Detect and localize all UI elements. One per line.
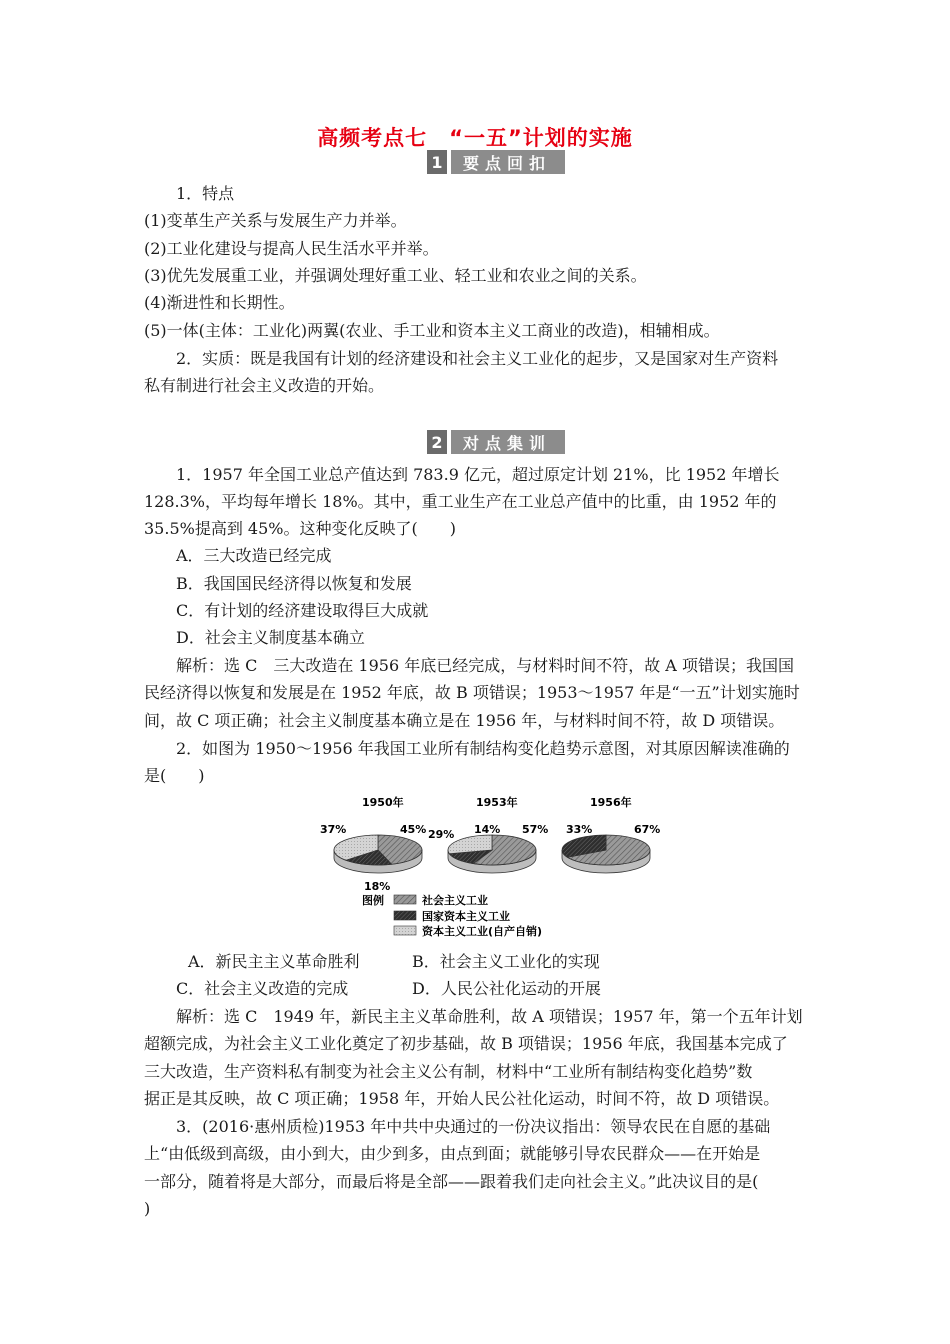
option-d: D．人民公社化运动的开展 bbox=[412, 979, 601, 998]
question-stem: 是( ) bbox=[144, 766, 205, 785]
text-line: 私有制进行社会主义改造的开始。 bbox=[144, 376, 385, 395]
option-a: A．新民主主义革命胜利 bbox=[188, 952, 360, 971]
section-banner-practice bbox=[427, 430, 565, 454]
page-title: 高频考点七 “一五”计划的实施 bbox=[317, 126, 633, 150]
question-stem: 3．(2016·惠州质检)1953 年中共中央通过的一份决议指出：领导农民在自愿的基础 bbox=[176, 1117, 771, 1136]
text-line: (2)工业化建设与提高人民生活水平并举。 bbox=[144, 239, 439, 258]
text-line: (3)优先发展重工业，并强调处理好重工业、轻工业和农业之间的关系。 bbox=[144, 266, 647, 285]
analysis-text: 据正是其反映，故 C 项正确；1958 年，开始人民公社化运动，时间不符，故 D 项错误。 bbox=[144, 1089, 780, 1108]
pie-3 bbox=[562, 795, 660, 873]
text-line: (5)一体(主体：工业化)两翼(农业、手工业和资本主义工商业的改造)，相辅相成。 bbox=[144, 321, 720, 340]
pie-year-label: 1950年 bbox=[362, 796, 404, 809]
pies-layer bbox=[320, 795, 660, 893]
text-line: (4)渐进性和长期性。 bbox=[144, 293, 295, 312]
pie-percent-label: 37% bbox=[320, 823, 347, 836]
text-line: 1．特点 bbox=[176, 184, 235, 203]
option-c: C．有计划的经济建设取得巨大成就 bbox=[176, 601, 429, 620]
question-stem: ) bbox=[144, 1199, 151, 1218]
analysis-text: 超额完成，为社会主义工业化奠定了初步基础，故 B 项错误；1956 年底，我国基本完成了 bbox=[144, 1034, 788, 1053]
text-line: 2．实质：既是我国有计划的经济建设和社会主义工业化的起步，又是国家对生产资料 bbox=[176, 349, 779, 368]
legend-swatch-socialist bbox=[394, 895, 416, 904]
question-stem: 128.3%，平均每年增长 18%。其中，重工业生产在工业总产值中的比重，由 1952 年的 bbox=[144, 492, 777, 511]
question-stem: 35.5%提高到 45%。这种变化反映了( ) bbox=[144, 519, 456, 538]
legend-label-state-capitalist: 国家资本主义工业 bbox=[422, 910, 510, 923]
legend-title: 图例 bbox=[362, 894, 384, 907]
option-b: B．社会主义工业化的实现 bbox=[412, 952, 600, 971]
pie-1 bbox=[320, 795, 426, 893]
pie-2 bbox=[428, 795, 548, 873]
pie-chart-svg bbox=[320, 792, 662, 942]
question-stem: 一部分，随着将是大部分，而最后将是全部——跟着我们走向社会主义。”此决议目的是( bbox=[144, 1172, 759, 1191]
pie-percent-label: 14% bbox=[474, 823, 501, 836]
analysis-text: 解析：选 C 三大改造在 1956 年底已经完成，与材料时间不符，故 A 项错误；我国国 bbox=[176, 656, 794, 675]
pie-percent-label: 67% bbox=[634, 823, 661, 836]
legend-swatch-capitalist bbox=[394, 926, 416, 935]
section-label: 要点回扣 bbox=[451, 150, 565, 174]
ownership-pie-chart bbox=[320, 792, 662, 942]
legend-swatch-state-capitalist bbox=[394, 911, 416, 920]
chart-legend bbox=[362, 893, 542, 938]
text-line: (1)变革生产关系与发展生产力并举。 bbox=[144, 211, 407, 230]
analysis-text: 民经济得以恢复和发展是在 1952 年底，故 B 项错误；1953～1957 年是“一五”计划实施时 bbox=[144, 683, 800, 702]
legend-label-socialist: 社会主义工业 bbox=[422, 894, 488, 907]
pie-percent-label: 18% bbox=[364, 880, 391, 893]
pie-year-label: 1953年 bbox=[476, 796, 518, 809]
pie-percent-label: 57% bbox=[522, 823, 549, 836]
section-number: 2 bbox=[427, 430, 447, 454]
pie-slice-capitalist bbox=[448, 835, 492, 854]
question-stem: 2．如图为 1950～1956 年我国工业所有制结构变化趋势示意图，对其原因解读准确的 bbox=[176, 739, 790, 758]
section-label: 对点集训 bbox=[451, 430, 565, 454]
analysis-text: 解析：选 C 1949 年，新民主主义革命胜利，故 A 项错误；1957 年，第一个五年计划 bbox=[176, 1007, 803, 1026]
section-banner-key-points bbox=[427, 150, 565, 174]
pie-percent-label: 33% bbox=[566, 823, 593, 836]
option-b: B．我国国民经济得以恢复和发展 bbox=[176, 574, 412, 593]
legend-label-capitalist: 资本主义工业(自产自销) bbox=[422, 925, 543, 938]
option-d: D．社会主义制度基本确立 bbox=[176, 628, 365, 647]
option-c: C．社会主义改造的完成 bbox=[176, 979, 349, 998]
analysis-text: 三大改造，生产资料私有制变为社会主义公有制，材料中“工业所有制结构变化趋势”数 bbox=[144, 1062, 753, 1081]
question-stem: 1．1957 年全国工业总产值达到 783.9 亿元，超过原定计划 21%，比 1952 年增长 bbox=[176, 465, 780, 484]
pie-percent-label: 29% bbox=[428, 828, 455, 841]
analysis-text: 间，故 C 项正确；社会主义制度基本确立是在 1956 年，与材料时间不符，故 D 项错误。 bbox=[144, 711, 785, 730]
section-number: 1 bbox=[427, 150, 447, 174]
pie-year-label: 1956年 bbox=[590, 796, 632, 809]
option-a: A．三大改造已经完成 bbox=[176, 546, 332, 565]
pie-percent-label: 45% bbox=[400, 823, 427, 836]
question-stem: 上“由低级到高级，由小到大，由少到多，由点到面；就能够引导农民群众——在开始是 bbox=[144, 1144, 761, 1163]
